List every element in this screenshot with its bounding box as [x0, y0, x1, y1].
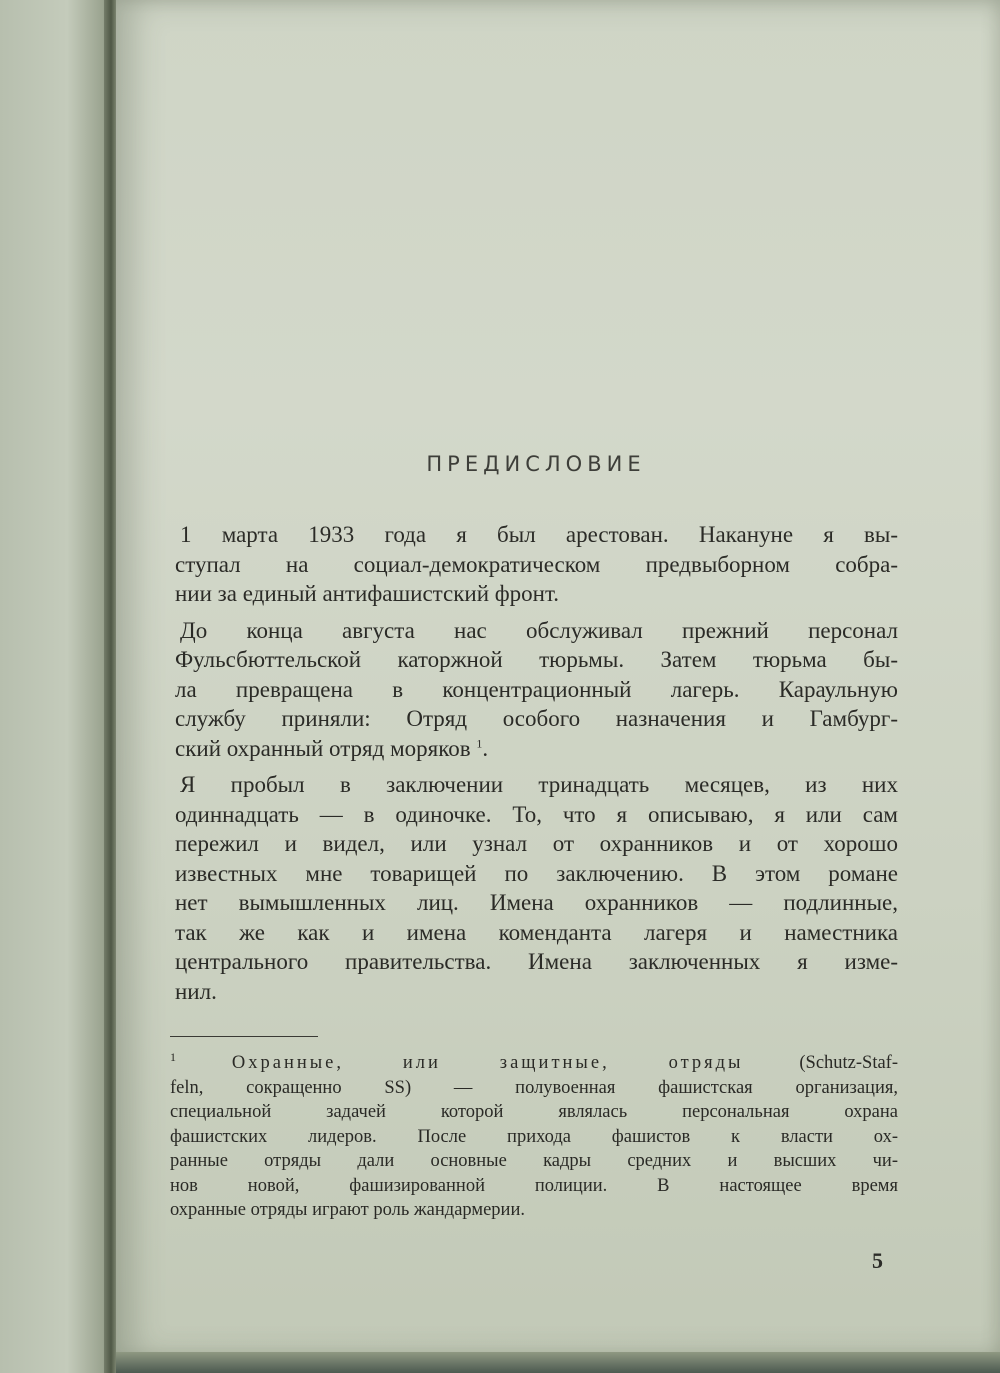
footnote-marker: 1 [170, 1049, 176, 1064]
footnote-line: специальной задачей которой являлась персональная охрана [170, 1102, 898, 1122]
footnote-marker: 1 [476, 735, 483, 750]
paragraph-line: одиннадцать — в одиночке. То, что я описываю, я или сам [175, 801, 898, 827]
paragraph-line: ступал на социал-демократическом предвыборном собра- [175, 551, 898, 577]
line-suffix: . [482, 735, 489, 761]
paragraph-line: пережил и видел, или узнал от охранников и от хорошо [175, 831, 898, 856]
paragraph-last-line [170, 734, 898, 764]
footnote-line: ранные отряды дали основные кадры средних и высших чи- [170, 1151, 898, 1171]
paragraph-line: Фульсбюттельской каторжной тюрьмы. Затем тюрьма бы- [175, 647, 898, 672]
paragraph-line: Я пробыл в заключении тринадцать месяцев, из них [180, 772, 898, 797]
paragraph-line: нии за единый антифашистский фронт. [175, 581, 560, 606]
footnote-divider [170, 1036, 318, 1037]
footnote-line: охранные отряды играют роль жандармерии. [170, 1200, 525, 1220]
paragraph-line: нет вымышленных лиц. Имена охранников — подлинные, [175, 890, 898, 915]
page-text [170, 452, 898, 1223]
previous-page-edge [0, 0, 112, 1373]
footnote-first-line [170, 1051, 898, 1076]
page-title: ПРЕДИСЛОВИЕ [426, 452, 646, 476]
footnote [170, 1051, 898, 1223]
paragraph-2 [170, 616, 898, 764]
footnote-line: фашистских лидеров. После прихода фашистов к власти ох- [170, 1126, 898, 1147]
paragraph-line: так же как и имена коменданта лагеря и наместника [175, 919, 898, 945]
footnote-line: feln, сокращенно SS) — полувоенная фашистская организация, [170, 1077, 898, 1098]
paragraph-line: До конца августа нас обслуживал прежний персонал [180, 617, 898, 643]
paragraph-3 [170, 770, 898, 1006]
paragraph-1 [170, 520, 898, 609]
footnote-line-text: (Schutz-Staf- [799, 1053, 899, 1073]
page-number: 5 [872, 1248, 883, 1273]
paragraph-line: центрального правительства. Имена заключенных я изме- [175, 949, 898, 974]
footnote-line: нов новой, фашизированной полиции. В настоящее время [170, 1175, 898, 1196]
book-cover-edge [116, 1352, 1000, 1373]
footnote-term: Охранные, или защитные, отряды [231, 1053, 744, 1073]
paragraph-line-text: ский охранный отряд моряков [175, 735, 471, 761]
paragraph-line: ла превращена в концентрационный лагерь. Караульную [175, 676, 898, 702]
paragraph-line: нил. [175, 978, 217, 1004]
paragraph-line: 1 марта 1933 года я был арестован. Накануне я вы- [180, 522, 898, 547]
paragraph-line: известных мне товарищей по заключению. В этом романе [175, 860, 898, 886]
paragraph-line: службу приняли: Отряд особого назначения и Гамбург- [175, 706, 898, 731]
